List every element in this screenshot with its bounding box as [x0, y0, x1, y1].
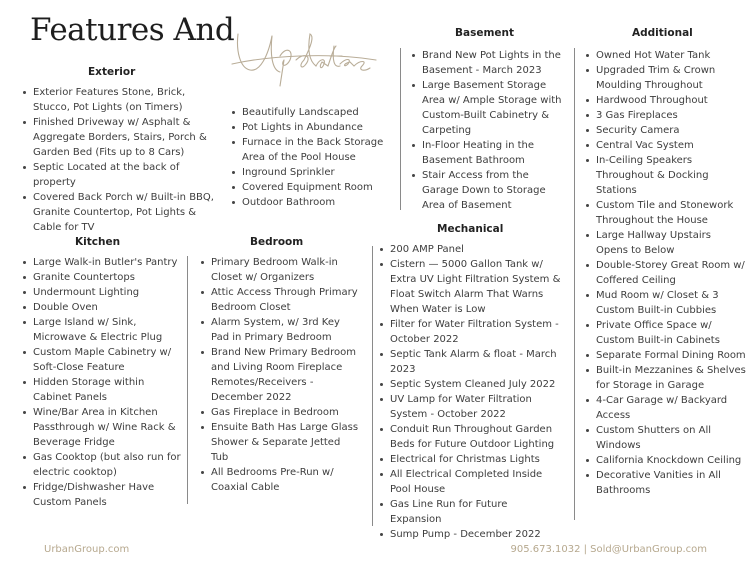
updates-script-logo	[228, 16, 378, 96]
list-item: All Electrical Completed Inside Pool House	[380, 467, 562, 497]
mechanical-heading: Mechanical	[437, 223, 504, 235]
list-item: Large Hallway Upstairs Opens to Below	[586, 228, 746, 258]
list-item: Beautifully Landscaped	[232, 105, 392, 120]
list-item: Owned Hot Water Tank	[586, 48, 746, 63]
list-item: In-Ceiling Speakers Throughout & Docking Stations	[586, 153, 746, 198]
bedroom-list	[201, 255, 359, 495]
list-item: 200 AMP Panel	[380, 242, 562, 257]
list-item: Double-Storey Great Room w/ Coffered Ceiling	[586, 258, 746, 288]
list-item: Hidden Storage within Cabinet Panels	[23, 375, 181, 405]
additional-list	[586, 48, 746, 498]
list-item: Gas Fireplace in Bedroom	[201, 405, 359, 420]
list-item: Septic Located at the back of property	[23, 160, 223, 190]
divider-bedroom-mechanical	[372, 246, 373, 526]
list-item: Covered Back Porch w/ Built-in BBQ, Granite Countertop, Pot Lights & Cable for TV	[23, 190, 223, 235]
list-item: Mud Room w/ Closet & 3 Custom Built-in Cubbies	[586, 288, 746, 318]
kitchen-heading: Kitchen	[75, 236, 121, 248]
divider-kitchen-bedroom	[187, 256, 188, 504]
list-item: Pot Lights in Abundance	[232, 120, 392, 135]
list-item: Stair Access from the Garage Down to Storage Area of Basement	[412, 168, 567, 213]
list-item: Wine/Bar Area in Kitchen Passthrough w/ Wine Rack & Beverage Fridge	[23, 405, 181, 450]
list-item: Primary Bedroom Walk-in Closet w/ Organizers	[201, 255, 359, 285]
basement-heading: Basement	[455, 27, 515, 39]
list-item: Furnace in the Back Storage Area of the Pool House	[232, 135, 392, 165]
list-item: Separate Formal Dining Room	[586, 348, 746, 363]
list-item: All Bedrooms Pre-Run w/ Coaxial Cable	[201, 465, 359, 495]
kitchen-list	[23, 255, 181, 510]
list-item: UV Lamp for Water Filtration System - October 2022	[380, 392, 562, 422]
list-item: Security Camera	[586, 123, 746, 138]
footer-website: UrbanGroup.com	[44, 544, 130, 555]
list-item: California Knockdown Ceiling	[586, 453, 746, 468]
list-item: Upgraded Trim & Crown Moulding Throughout	[586, 63, 746, 93]
list-item: Electrical for Christmas Lights	[380, 452, 562, 467]
list-item: Gas Cooktop (but also run for electric cooktop)	[23, 450, 181, 480]
list-item: Conduit Run Throughout Garden Beds for Future Outdoor Lighting	[380, 422, 562, 452]
list-item: Custom Tile and Stonework Throughout the House	[586, 198, 746, 228]
divider-basement-additional	[574, 48, 575, 520]
list-item: Double Oven	[23, 300, 181, 315]
list-item: Brand New Pot Lights in the Basement - March 2023	[412, 48, 567, 78]
list-item: Hardwood Throughout	[586, 93, 746, 108]
page-title: Features And	[30, 12, 235, 48]
list-item: Private Office Space w/ Custom Built-in Cabinets	[586, 318, 746, 348]
list-item: 3 Gas Fireplaces	[586, 108, 746, 123]
list-item: Attic Access Through Primary Bedroom Closet	[201, 285, 359, 315]
list-item: Brand New Primary Bedroom and Living Room Fireplace Remotes/Receivers - December 2022	[201, 345, 359, 405]
list-item: Decorative Vanities in All Bathrooms	[586, 468, 746, 498]
list-item: Ensuite Bath Has Large Glass Shower & Separate Jetted Tub	[201, 420, 359, 465]
list-item: Inground Sprinkler	[232, 165, 392, 180]
list-item: Filter for Water Filtration System - October 2022	[380, 317, 562, 347]
mechanical-list	[380, 242, 562, 542]
additional-heading: Additional	[632, 27, 693, 39]
list-item: Covered Equipment Room	[232, 180, 392, 195]
list-item: Outdoor Bathroom	[232, 195, 392, 210]
list-item: 4-Car Garage w/ Backyard Access	[586, 393, 746, 423]
basement-list	[412, 48, 567, 213]
list-item: Septic System Cleaned July 2022	[380, 377, 562, 392]
list-item: Custom Maple Cabinetry w/ Soft-Close Feature	[23, 345, 181, 375]
list-item: Undermount Lighting	[23, 285, 181, 300]
list-item: Granite Countertops	[23, 270, 181, 285]
exterior-heading: Exterior	[88, 66, 136, 78]
list-item: Central Vac System	[586, 138, 746, 153]
list-item: Built-in Mezzanines & Shelves for Storage in Garage	[586, 363, 746, 393]
list-item: In-Floor Heating in the Basement Bathroom	[412, 138, 567, 168]
exterior-list-right	[232, 105, 392, 210]
list-item: Large Island w/ Sink, Microwave & Electric Plug	[23, 315, 181, 345]
footer-contact: 905.673.1032 | Sold@UrbanGroup.com	[510, 544, 707, 555]
list-item: Sump Pump - December 2022	[380, 527, 562, 542]
list-item: Exterior Features Stone, Brick, Stucco, Pot Lights (on Timers)	[23, 85, 223, 115]
divider-exterior-basement	[400, 48, 401, 210]
list-item: Large Basement Storage Area w/ Ample Storage with Custom-Built Cabinetry & Carpeting	[412, 78, 567, 138]
list-item: Fridge/Dishwasher Have Custom Panels	[23, 480, 181, 510]
list-item: Large Walk-in Butler's Pantry	[23, 255, 181, 270]
list-item: Gas Line Run for Future Expansion	[380, 497, 562, 527]
list-item: Cistern — 5000 Gallon Tank w/ Extra UV Light Filtration System & Float Switch Alarm That Warns When Water is Low	[380, 257, 562, 317]
exterior-list-left	[23, 85, 223, 235]
list-item: Custom Shutters on All Windows	[586, 423, 746, 453]
list-item: Finished Driveway w/ Asphalt & Aggregate Borders, Stairs, Porch & Garden Bed (Fits up to 8 Cars)	[23, 115, 223, 160]
list-item: Alarm System, w/ 3rd Key Pad in Primary Bedroom	[201, 315, 359, 345]
list-item: Septic Tank Alarm & float - March 2023	[380, 347, 562, 377]
bedroom-heading: Bedroom	[250, 236, 304, 248]
